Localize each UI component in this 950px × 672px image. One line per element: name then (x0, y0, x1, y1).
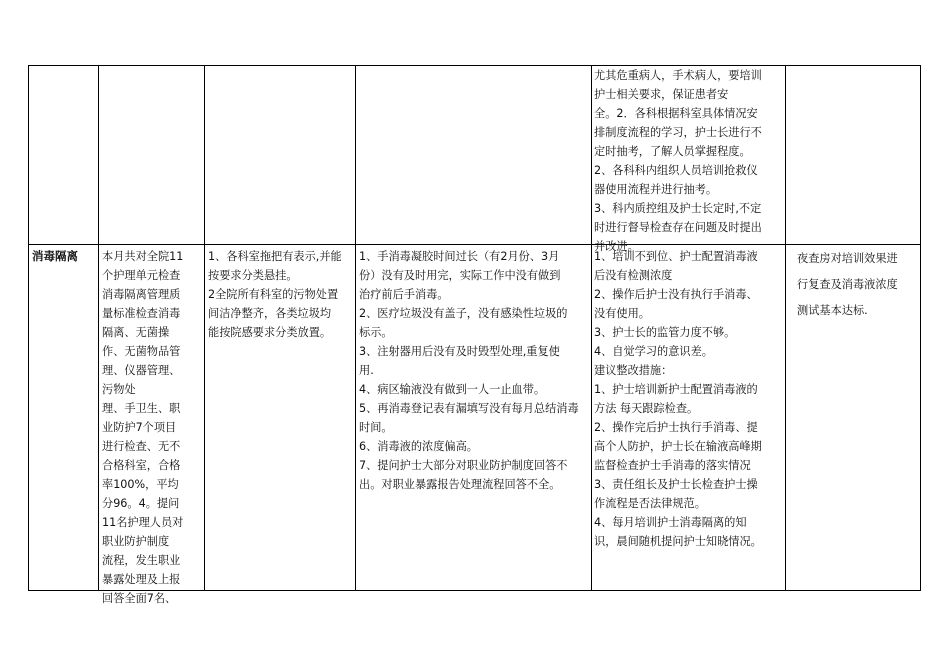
column-divider (98, 65, 99, 591)
row2-category-label: 消毒隔离 (32, 249, 78, 263)
table-border-top (28, 65, 921, 66)
column-divider (785, 65, 786, 591)
column-divider (355, 65, 356, 591)
row2-problems-cell: 1、手消毒凝胶时间过长（有2月份、3月 份）没有及时用完，实际工作中没有做到 治疗前后手消毒。 2、医疗垃圾没有盖子，没有感染性垃圾的 标示。 3、注射器用后没有及时毁型处理,重复使 用. 4、病区输液没有做到一人一止血带。 5、再消毒登记表有漏填写没有每月总结消毒 时间。 6、消毒液的浓度偏高。 7、提问护士大部分对职业防护制度回答不 出。对职业暴露报告处理流程回答不全。 (359, 250, 579, 491)
row2-summary-cell: 本月共对全院11 个护理单元检查 消毒隔离管理质 量标准检查消毒 隔离、无菌操 作、无菌物品管 理、仪器管理、 污物处 理、手卫生、职 业防护7个项目 进行检查、无不 合格科室，合格 率100%，平均 分96。4。提问 11名护理人员对 职业防护制度 流程，发生职业 暴露处理及上报 回答全面7名、 (102, 250, 184, 605)
inspection-table (28, 65, 921, 605)
row2-strengths-cell: 1、各科室拖把有表示,并能 按要求分类悬挂。 2全院所有科室的污物处置 间洁净整齐，各类垃圾均 能按院感要求分类放置。 (208, 250, 342, 339)
table-border-right (920, 65, 921, 591)
row-divider (28, 244, 921, 245)
row2-followup-cell: 夜查房对培训效果进 行复查及消毒液浓度 测试基本达标. (797, 252, 898, 317)
table-border-left (28, 65, 29, 591)
row2-causes-measures-cell: 1、培训不到位、护士配置消毒液 后没有检测浓度 2、操作后护士没有执行手消毒、 没有使用。 3、护士长的监管力度不够。 4、自觉学习的意识差。 建议整改措施： 1、护士培训新护士配置消毒液的 方法 每天跟踪检查。 2、操作完后护士执行手消毒、提 高个人防护，护士长在输液高峰期 监督检查护士手消毒的落实情况 3、责任组长及护士长检查护士操 作流程是否法律规范。 4、每月培训护士消毒隔离的知 识，晨间随机提问护士知晓情况。 (594, 250, 762, 548)
row1-measures-cell: 尤其危重病人，手术病人，要培训 护士相关要求，保证患者安 全。2．各科根据科室具体情况安 排制度流程的学习，护士长进行不 定时抽考，了解人员掌握程度。 2、各科科内组织人员培训抢救仪 器使用流程并进行抽考。 3、科内质控组及护士长定时,不定 时进行督导检查存在问题及时提出 并改进。 (594, 69, 762, 253)
column-divider (204, 65, 205, 591)
column-divider (591, 65, 592, 591)
